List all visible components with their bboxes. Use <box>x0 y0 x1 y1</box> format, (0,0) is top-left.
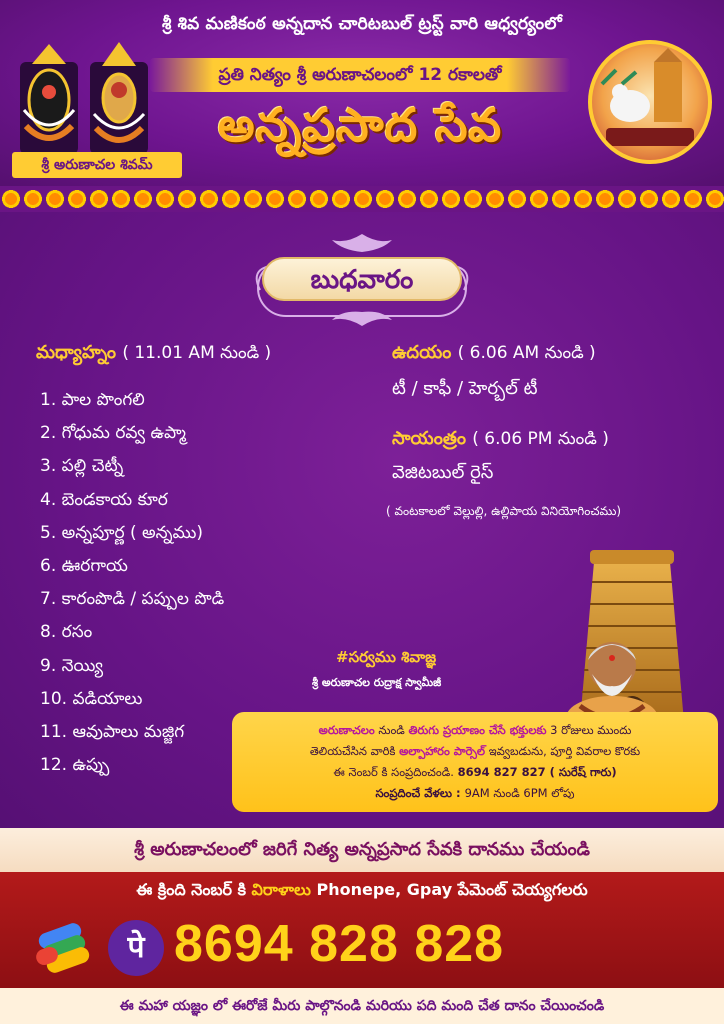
gpay-icon <box>34 922 94 974</box>
deity-image <box>14 40 154 158</box>
info-line-3 <box>242 762 708 783</box>
swamy-portrait <box>562 626 662 726</box>
payment-highlight: విరాళాలు <box>251 880 311 899</box>
trust-line: శ్రీ శివ మణికంఠ అన్నదాన చారిటబుల్ ట్రస్ట్ వారి ఆధ్వర్యంలో <box>161 14 563 34</box>
evening-time: ( 6.06 PM నుండి ) <box>472 429 609 449</box>
daily-line: ప్రతి నిత్యం శ్రీ అరుణాచలంలో 12 రకాలతో <box>150 58 570 92</box>
evening-heading-text: సాయంత్రం <box>392 428 466 449</box>
info-highlight: అల్పాహారం పార్సెల్ <box>399 744 486 758</box>
swamy-name: శ్రీ అరుణాచల రుద్రాక్ష స్వామీజీ <box>312 676 442 689</box>
info-line-1 <box>242 720 708 741</box>
trust-logo-art <box>592 44 708 160</box>
info-text: నుండి <box>374 723 409 737</box>
contact-hours-label: సంప్రదించే వేళలు : <box>375 786 465 800</box>
menu-section <box>0 212 724 830</box>
contact-hours: 9AM నుండి 6PM లోపు <box>464 786 575 800</box>
info-text: ఇవ్వబడును, పూర్తి వివరాల కొరకు <box>485 744 641 758</box>
hashtag: #సర్వము శివాజ్ఞ <box>336 648 437 666</box>
morning-items: టీ / కాఫీ / హెర్బల్ టీ <box>392 378 538 399</box>
list-item: 12. ఉప్పు <box>40 755 110 776</box>
list-item: 11. ఆవుపాలు మజ్జిగ <box>40 721 185 742</box>
morning-time: ( 6.06 AM నుండి ) <box>457 343 596 363</box>
evening-note: ( వంటకాలలో వెల్లుల్లి, ఉల్లిపాయ వినియోగించము) <box>386 504 622 518</box>
contact-number: 8694 827 827 ( సురేష్ గారు) <box>457 765 617 779</box>
list-item: 1. పాల పొంగలి <box>40 390 145 410</box>
list-item: 2. గోధుమ రవ్వ ఉప్మా <box>40 423 186 444</box>
donation-phone-number: 8694 828 828 <box>174 915 505 973</box>
evening-items: వెజిటబుల్ రైస్ <box>392 462 494 483</box>
payment-text: ఈ క్రింది నెంబర్ కి <box>136 880 252 899</box>
info-highlight: తిరుగు ప్రయాణం చేసే భక్తులకు <box>408 723 547 737</box>
info-line-4 <box>242 783 708 804</box>
info-text: ఈ నెంబర్ కి సంప్రదించండి. <box>333 765 458 779</box>
day-label: బుధవారం <box>262 257 462 301</box>
list-item: 3. పల్లి చెట్నీ <box>40 456 124 477</box>
payment-text: Phonepe, Gpay పేమెంట్ చెయ్యగలరు <box>310 880 588 899</box>
lunch-time: ( 11.01 AM నుండి ) <box>122 343 272 363</box>
lunch-heading-text: మధ్యాహ్నం <box>36 342 117 363</box>
list-item: 8. రసం <box>40 622 93 643</box>
info-text: 3 రోజులు ముందు <box>546 723 632 737</box>
info-line-2 <box>242 741 708 762</box>
evening-heading <box>392 428 609 453</box>
phonepe-icon: पे <box>108 920 164 976</box>
parcel-info-box <box>232 712 718 812</box>
page-title: అన్నప్రసాద సేవ <box>217 98 503 152</box>
header <box>0 0 724 186</box>
list-item: 4. బెండకాయ కూర <box>40 489 168 510</box>
payment-banner <box>0 872 724 988</box>
morning-heading <box>392 342 596 367</box>
list-item: 6. ఊరగాయ <box>40 555 128 576</box>
donate-banner: శ్రీ అరుణాచలంలో జరిగే నిత్య అన్నప్రసాద సేవకి దానము చేయండి <box>0 828 724 872</box>
list-item: 10. వడియాలు <box>40 688 143 709</box>
list-item: 5. అన్నపూర్ణ ( అన్నము) <box>40 522 204 543</box>
list-item: 7. కారంపొడి / పప్పుల పొడి <box>40 589 225 610</box>
info-text: తెలియచేసిన వారికి <box>309 744 400 758</box>
flower-garland <box>0 188 724 210</box>
lunch-heading <box>36 342 271 367</box>
list-item: 9. నెయ్యి <box>40 655 104 676</box>
bottom-banner: ఈ మహా యజ్ఞం లో ఈరోజే మీరు పాల్గొనండి మరియు పది మంది చేత దానం చేయించండి <box>0 988 724 1024</box>
trust-logo <box>588 40 712 164</box>
info-highlight: అరుణాచలం <box>318 723 375 737</box>
payment-line <box>0 880 724 903</box>
deity-caption: శ్రీ అరుణాచల శివమ్ <box>12 152 182 178</box>
morning-heading-text: ఉదయం <box>392 342 452 363</box>
